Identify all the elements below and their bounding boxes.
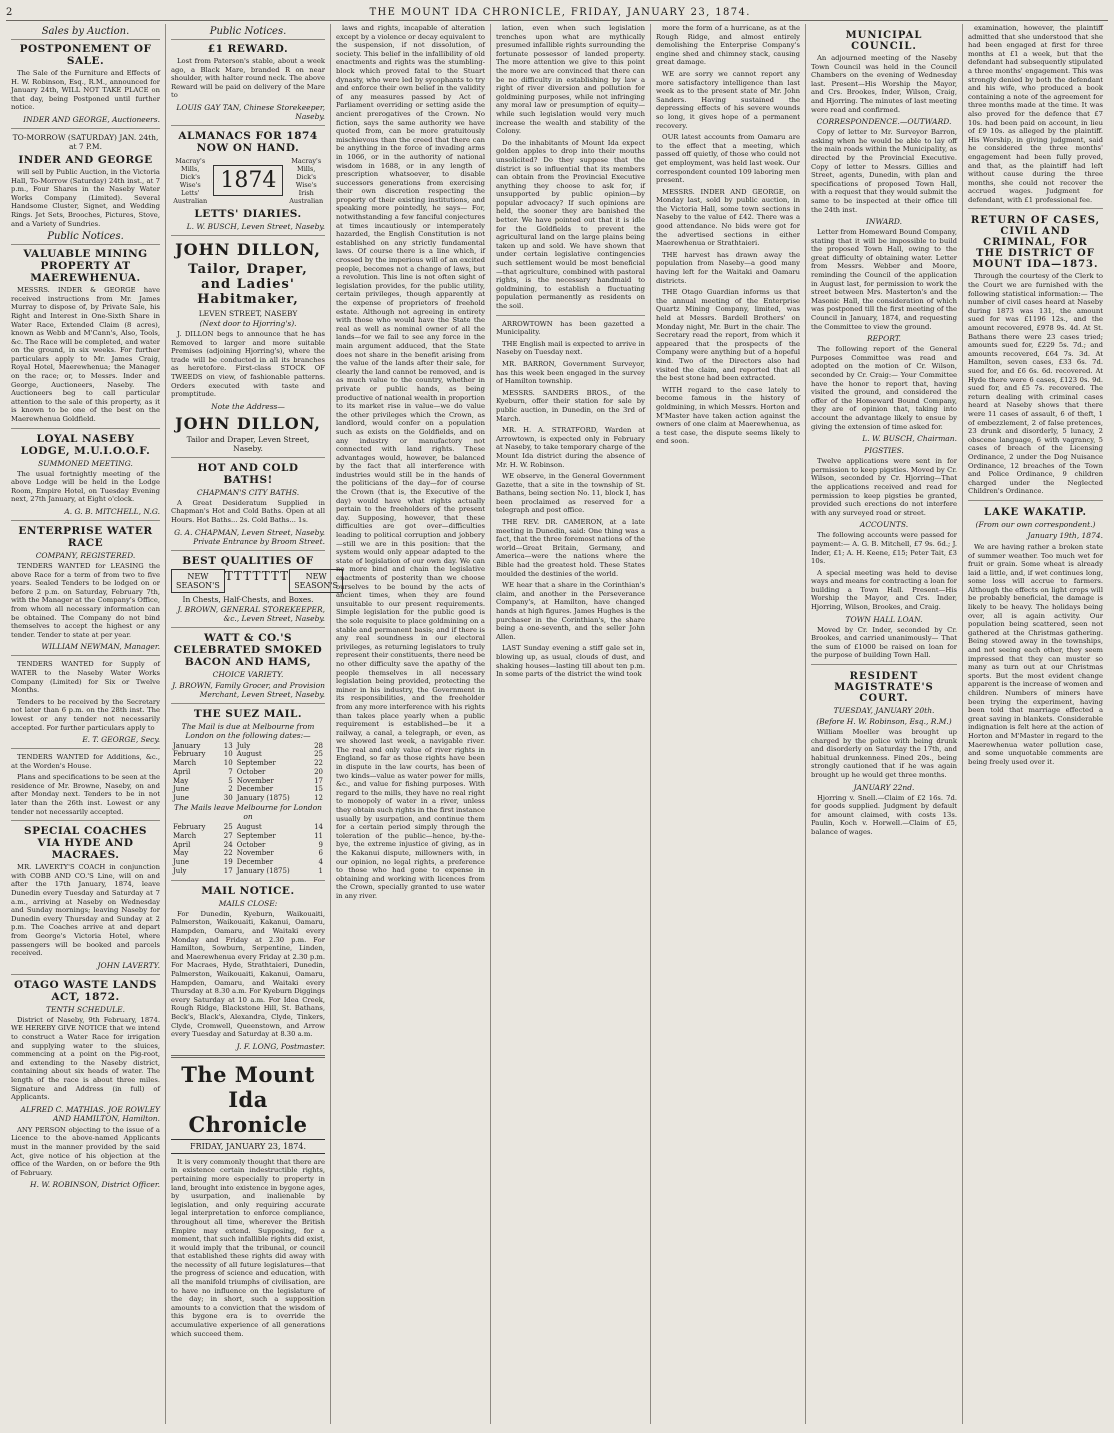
table-cell: 7 <box>228 767 233 776</box>
ad-text: District of Naseby, 9th February, 1874. WE HEREBY GIVE NOTICE that we intend to construct a Water Race for irrigation and supplying water to the sluices, commencing at a point on the Pig-root, and extending to the Naseby district, containing about six heads of water. The length of the race is about three miles. Signature and Address (in full) of Applicants. <box>11 1015 160 1102</box>
table-cell: 19 <box>223 858 233 867</box>
article-subheading: (Before H. W. Robinson, Esq., R.M.) <box>816 717 952 727</box>
article-heading: MUNICIPAL COUNCIL. <box>845 30 923 52</box>
table-cell: 24 <box>223 840 233 849</box>
news-brief: MESSRS. INDER AND GEORGE, on Monday last, sold by public auction, in the Victoria Hall, some town sections in Naseby to the value of £42. There was a good attendance. No bids were got for the advertised sections in either Maerewhenua or Strathtaieri. <box>656 187 800 248</box>
ad-text: MESSRS. INDER & GEORGE have received instructions from Mr. James Murray to dispose of, by Private Sale, his Right and Interest in One-Sixth Share in Water Race, Extended Claim (8 acres), known as Webb and M'Cann's, Also, Tools, &c. The Race will be completed, and water on the ground, in six weeks. For further particulars apply to Mr. James Craig, Royal Hotel, Maerewhenua; the Manager on the race; or, to Messrs. Inder and George, Auctioneers, Naseby. The Auctioneers beg to call particular attention to the sale of this property, as it is known to be one of the best on the Maerewhenua Goldfield. <box>11 286 160 424</box>
table-cell: June <box>173 794 189 803</box>
column-3 <box>331 24 491 1424</box>
ad-signature: J. F. LONG, Postmaster. <box>236 1041 325 1051</box>
table-cell: October <box>236 840 266 849</box>
news-brief: WE are sorry we cannot report any more satisfactory intelligence than last week as to the present state of Mr. John Sanders. Having sustained the depressing effects of his severe wounds so long, it gives hope of a permanent recovery. <box>656 69 800 130</box>
table-cell: 1 <box>318 867 323 876</box>
table-cell: January (1875) <box>236 867 290 876</box>
ad-title: VALUABLE MINING PROPERTY AT MAEREWHENUA. <box>23 248 148 285</box>
ad-subtitle: COMPANY, REGISTERED. <box>35 551 136 560</box>
table-cell: 10 <box>223 750 233 759</box>
news-brief: ARROWTOWN has been gazetted a Municipality. <box>496 319 645 337</box>
ad-title: JOHN DILLON, <box>175 413 321 433</box>
ad-subtitle: CHAPMAN'S CITY BATHS. <box>196 487 300 497</box>
ad-text: The usual fortnightly meeting of the above Lodge will be held in the Lodge Room, Empire Hotel, on Tuesday Evening next, 27th January, at Eight o'clock. <box>11 469 160 504</box>
column-5 <box>651 24 806 1424</box>
table-row <box>171 849 325 858</box>
table-cell: May <box>173 849 189 858</box>
ad-subtitle: MAILS CLOSE: <box>218 898 278 908</box>
ad-title: THE SUEZ MAIL. <box>193 707 303 720</box>
article-dateline: January 19th, 1874. <box>1027 530 1103 540</box>
table-cell: June <box>173 858 189 867</box>
news-brief: WE observe, in the General Government Gazette, that a site in the township of St. Bathans, being section No. 11, block I, has been proclaimed as reserved for a telegraph and post office. <box>496 472 645 515</box>
article-subheading: TOWN HALL LOAN. <box>845 614 923 624</box>
table-cell: 2 <box>228 785 233 794</box>
nameplate: The Mount Ida Chronicle <box>181 1061 315 1137</box>
table-cell: 9 <box>318 840 323 849</box>
table-row <box>171 742 325 751</box>
table-cell: August <box>236 823 262 832</box>
ad-title: OTAGO WASTE LANDS ACT, 1872. <box>14 978 157 1003</box>
page-header <box>6 4 1108 21</box>
article-text: We are having rather a broken state of summer weather. Too much wet for fruit or grain. Some wheat is already laid a little, and, if wet continues long, some loss will accrue to farmers. Although the effects on light crops will be probably beneficial, the damage is likely to be heavy. The holidays being over, all is again activity. Our population being scattered, seen not gathered at the Christmas gathering. Being stowed away in the townships, and not seeing each other, they seem impressed that they can muster so many as turn out at our Christmas sports. But the most evident change apparent is the increase of women and children. Numbers of miners have been trying the experiment, having been told that marriage effected a great saving in blankets. Considerable indignation is felt here at the action of Horton and M'Master in regard to the Maerewhenua water pollution case, and some unquotable comments are being freely used over it. <box>968 542 1103 766</box>
news-brief: more the form of a hurricane, as at the Rough Ridge, and almost entirely demolishing the Enterprise Company's engine shed and chimney stack, causing great damage. <box>656 24 800 67</box>
table-cell: April <box>173 840 191 849</box>
table-cell: January (1875) <box>236 794 290 803</box>
ad-signature: J. BROWN, Family Grocer, and Provision Merchant, Leven Street, Naseby. <box>172 680 325 699</box>
ad-text: will sell by Public Auction, in the Victoria Hall, To-Morrow (Saturday) 24th inst., at 7 p.m., Four Shares in the Naseby Water Works Company (Limited). Several Handsome Cluster, Signet, and Wedding Rings. Jet Sets, Brooches, Pictures, Stove, and a Variety of Sundries. <box>11 167 160 228</box>
table-cell: May <box>173 776 189 785</box>
article-text: The following accounts were passed for payment:— A. G. B. Mitchell, £7 9s. 6d.; J. Inder, £1; A. H. Keene, £15; Peter Tait, £3 10s. <box>811 531 957 566</box>
news-brief: LAST Sunday evening a stiff gale set in, blowing up, as usual, clouds of dust, and shaking houses—lasting till about ten p.m. In some parts of the district the wind took <box>496 644 645 679</box>
news-brief: THE English mail is expected to arrive in Naseby on Tuesday next. <box>496 339 645 357</box>
ad-signature: E. T. GEORGE, Secy. <box>82 735 160 745</box>
ad-signature: JOHN LAVERTY. <box>97 960 160 970</box>
ad-title: ENTERPRISE WATER RACE <box>18 525 153 549</box>
ad-note: Note the Address— <box>211 401 285 411</box>
article-text: examination, however, the plaintiff admitted that she understood that she had been engaged at first for three months at £1 a week, but that the defendant had subsequently stipulated a three months' engagement. This was strongly denied by both the defendant and his wife, who produced a book containing a note of the agreement for three months made at the time. It was also proved for the defence that £7 10s. had been paid on account, in lieu of £9 10s. as alleged by the plaintiff. His Worship, in giving judgment, said he considered the three months' engagement had been fully proved, and that, as the plaintiff had left without cause during the three months, she could not recover the accrued wages. Judgment for defendant, with £1 professional fee. <box>968 24 1103 204</box>
table-cell: December <box>236 785 274 794</box>
ad-signature: L. W. BUSCH, Leven Street, Naseby. <box>186 221 325 231</box>
ad-text: For Dunedin, Kyeburn, Waikouaiti, Palmerston, Waikouaiti, Kakanui, Oamaru, Hampden, Oamaru, and Waitaki every Monday and Friday at 2.30 p.m. For Hamilton, Sowburn, Serpentine, Linden, and Maerewhenua every Friday at 2.30 p.m. For Macraes, Hyde, Strathtaieri, Dunedin, Palmerston, Waikouaiti, Kakanui, Oamaru, Hampden, Oamaru, and Waitaki every Thursday at 8.30 a.m. For Kyeburn Diggings every Saturday at 10 a.m. For Idea Creek, Rough Ridge, Blackstone Hill, St. Bathans, Beck's, Black's, Alexandra, Clyde, Tinkers, Clyde, Cromwell, Queenstown, and Arrow every Tuesday and Saturday at 8.30 a.m. <box>171 909 325 1039</box>
section-heading: Sales by Auction. <box>11 26 160 40</box>
article-subheading: ACCOUNTS. <box>859 520 909 530</box>
ad-signature: G. A. CHAPMAN, Leven Street, Naseby. Private Entrance by Broom Street. <box>174 527 325 546</box>
ad-title: BEST QUALITIES OF <box>182 554 314 567</box>
table-cell: 25 <box>314 750 323 759</box>
page-number: 2 <box>6 6 13 18</box>
table-row <box>171 832 325 841</box>
ad-text: TENDERS WANTED for Supply of WATER to the Naseby Water Works Company (Limited) for Six or Twelve Months. <box>11 660 160 695</box>
ad-title: LETTS' DIARIES. <box>194 207 302 220</box>
ad-title: ALMANACS FOR 1874 NOW ON HAND. <box>178 129 318 154</box>
table-cell: 22 <box>223 849 233 858</box>
ad-text: TENDERS WANTED for LEASING the above Race for a term of from two to five years. Sealed Tenders to be lodged on or before 2 p.m. on Saturday, February 7th, with the Manager at the Company's Office, from whom all necessary information can be obtained. The Company do not bind themselves to accept the highest or any tender. Tender to state at per year. <box>11 562 160 639</box>
table-cell: July <box>173 867 187 876</box>
ad-text: A Great Desideratum Supplied in Chapman's Hot and Cold Baths. Open at all Hours. Hot Baths... 2s. Cold Baths... 1s. <box>171 498 325 524</box>
news-brief: WITH regard to the case lately to become famous in the history of goldmining, in which Messrs. Horton and M'Master have taken action against the owners of one claim at Maerewhenua, as a test case, the dispute seems likely to end soon. <box>656 385 800 446</box>
tea-advert-graphic: NEW SEASON'S TTTTTTT NEW SEASON'S <box>171 569 325 593</box>
ad-signature: J. BROWN, GENERAL STOREKEEPER, &c., Leven Street, Naseby. <box>177 604 325 623</box>
article-heading: RESIDENT MAGISTRATE'S COURT. <box>834 671 934 705</box>
table-cell: 4 <box>318 858 323 867</box>
article-text: Letter from Homeward Bound Company, stating that it will be impossible to build the proposed Town Hall, owing to the great difficulty of obtaining water. Letter from Messrs. Webber and Moore, reminding the Council of the application in August last, for permission to work the street between Mrs. Masterton's and the Masonic Hall, the consideration of which was postponed till the first meeting of the Council in January, 1874, and requesting the Committee to view the ground. <box>811 228 957 331</box>
ad-title: JOHN DILLON, <box>175 239 321 259</box>
table-cell: December <box>236 858 274 867</box>
table-cell: April <box>173 767 191 776</box>
table-cell: 17 <box>314 776 323 785</box>
table-cell: 28 <box>314 741 323 750</box>
ad-signature: ALFRED C. MATHIAS. JOE ROWLEY AND HAMILTON, Hamilton. <box>20 1104 160 1123</box>
table-cell: July <box>236 741 251 750</box>
ad-title: SPECIAL COACHES VIA HYDE AND MACRAES. <box>24 825 147 862</box>
ad-signature: LOUIS GAY TAN, Chinese Storekeeper, Naseby. <box>176 102 325 121</box>
article-text: Moved by Cr. Inder, seconded by Cr. Brookes, and carried unanimously— That the sum of £1000 be raised on loan for the purpose of building Town Hall. <box>811 625 957 660</box>
table-row <box>171 841 325 850</box>
ad-text: MR. LAVERTY'S COACH in conjunction with COBB AND CO.'S Line, will on and after the 17th January, 1874, leave Dunedin every Tuesday and Saturday at 7 a.m., arriving at Naseby on Wednesday and Sunday mornings; leaving Naseby for Dunedin every Thursday and Sunday at 2 p.m. The Coaches arrive at and depart from George's Victoria Hotel, where passengers will be booked and parcels received. <box>11 863 160 958</box>
ad-line: Tailor and Draper, Leven Street, Naseby. <box>186 434 310 453</box>
article-subheading: PIGSTIES. <box>864 446 904 456</box>
column-7 <box>963 24 1108 1424</box>
ad-signature: A. G. B. MITCHELL, N.G. <box>64 507 160 516</box>
ad-text: J. DILLON begs to announce that he has Removed to larger and more suitable Premises (adjoining Hjorring's), where the trade will be conducted in all its branches as heretofore. First-class STOCK OF TWEEDS on view, of fashionable patterns. Orders executed with taste and promptitude. <box>171 329 325 399</box>
article-text: The following report of the General Purposes Committee was read and adopted on the motion of Cr. Wilson, seconded by Cr. Craig:— Your Committee have the honor to report that, having visited the ground, and considered the offer of the Homeward Bound Company, they are of opinion that, taking into account the advantage likely to ensue by giving the extension of time asked for. <box>811 345 957 431</box>
article-text: Copy of letter to Mr. Surveyor Barron, asking when he would be able to lay off the main roads within the Municipality, as directed by the Provincial Executive. Copy of letter to Messrs. Gillies and Street, agents, Dunedin, with plan and specifications of proposed Town Hall, with a request that they would submit the same to be inspected at their office till the 24th inst. <box>811 128 957 214</box>
article-subheading: CORRESPONDENCE.—OUTWARD. <box>816 117 952 127</box>
table-row <box>171 794 325 803</box>
article-text: William Moeller was brought up charged by the police with being drunk and disorderly on Saturday the 17th, and habitual drunkenness. Fined 20s., being strongly cautioned that if he was again brought up he would get three months. <box>811 728 957 779</box>
table-row <box>171 823 325 832</box>
table-cell: 15 <box>314 785 323 794</box>
ad-line: LEVEN STREET, NASEBY <box>198 308 298 318</box>
table-row <box>171 759 325 768</box>
ad-line: TO-MORROW (SATURDAY) JAN. 24th, at 7 P.M. <box>12 132 159 151</box>
table-row <box>171 867 325 876</box>
table-cell: November <box>236 849 274 858</box>
table-cell: 17 <box>223 867 233 876</box>
ad-title: INDER AND GEORGE <box>18 153 153 166</box>
ad-subtitle: The Mails leave Melbourne for London on <box>174 803 322 822</box>
table-cell: February <box>173 823 206 832</box>
column-4 <box>491 24 651 1424</box>
table-cell: 25 <box>223 823 233 832</box>
ad-text: Tenders to be received by the Secretary not later than 6 p.m. on the 28th inst. The lowest or any tender not necessarily accepted. For further particulars apply to <box>11 697 160 732</box>
news-brief: WE hear that a share in the Corinthian's claim, and another in the Perseverance Company's, at Hamilton, have changed hands at high figures. James Hughes is the purchaser in the Corinthian's, the share being a one-seventh, and the seller John Allen. <box>496 581 645 641</box>
news-brief: THE REV. DR. CAMERON, at a late meeting in Dunedin, said: One thing was a fact, that the three foremost nations of the world—Great Britain, Germany, and America—were the nations where the Bible had the greatest hold. These States moulded the destinies of the world. <box>496 518 645 578</box>
ad-text: Plans and specifications to be seen at the residence of Mr. Browne, Naseby, on and after Monday next. Tenders to be in not later than the 26th inst. Lowest or any tender not necessarily accepted. <box>11 773 160 816</box>
ad-signature: WILLIAM NEWMAN, Manager. <box>41 642 160 652</box>
ad-subtitle: SUMMONED MEETING. <box>38 458 133 468</box>
table-cell: March <box>173 831 197 840</box>
table-row <box>171 777 325 786</box>
news-brief: MESSRS. SANDERS BROS., of the Kyeburn, offer their station for sale by public auction, in Dunedin, on the 3rd of March. <box>496 388 645 423</box>
ad-text: Lost from Paterson's stable, about a week ago, a Black Mare, branded R on near shoulder, with halter round neck. The above Reward will be paid on delivery of the Mare to <box>171 57 325 100</box>
ad-subtitle: Tailor, Draper, and Ladies' Habitmaker, <box>188 261 308 307</box>
article-heading: RETURN OF CASES, CIVIL AND CRIMINAL, FOR THE DISTRICT OF MOUNT IDA—1873. <box>970 215 1101 271</box>
column-1 <box>6 24 166 1424</box>
ad-subtitle: CHOICE VARIETY. <box>212 669 284 679</box>
editorial-text: laws and rights, incapable of alteration except by a violence or decay equivalent to the suspension, if not dissolution, of society. This belief in the infallibility of old enactments and rights was the stumbling-block which proved fatal to the Stuart dynasty, who were led by sycophants to try and enforce their own belief in the validity of any measures passed by Act of Parliament overriding or setting aside the ancient prerogatives of the Crown. No fiction, says the same authority we have quoted from, can be more gratuitously mischievous than the creed that there can be anything in the force of invading arms in 1066, or in the authority of national wisdom in 1688, or in any length of prescription whatsoever, to disable successors generations from exercising their own discretion respecting the property of their existing institutions, and speaking more pointedly, he says— For, notwithstanding a few fanciful conjectures at times incautiously or intemperately hazarded, the English Constitution is not established on any strictly fundamental laws. Of course there is a line which, if crossed by the imperious will of an excited people, becomes not a change of laws, but a revolution. This line is not often sight of legislation provides, for the public utility, certain privileges, though apparently at the expense of proprietors of freehold estate. Although not agreeing in entirety with those who would have the State the real as well as nominal owner of all the lands—for we fail to see any force in the main argument adduced, that the State does not share in the benefit arising from the value of the lands after their sale, for clearly the land cannot be removed, and is as much value to the country, whether in private or public hands, as being productive of national wealth in proportion to its market rise in value—we do value the other privileges which the Crown, as landlord, would confer on a population such as exists on the Goldfields, and on any industry or manufactory not connected with land rights. These advantages would, however, be balanced by the fact that all interference with industries would still be in the hands of the politicians of the day—for of course the Crown (that is, the Executive of the day) would have what rights actually pertain to the freeholders of the present day. Supposing, however, that these difficulties are got over—difficulties leading to political corruption and jobbery—still we are in this position: that the system would only appear adapted to the state of legislation of our own day. We can no more bind and chain the legislative enactments of posterity than we choose ourselves to be bound by the acts of ancient times, when they are found unsuitable to our present requirements. Simple legislation for the public good is the sole requisite to place goldmining on a stable and permanent basis; and if there is any real soundness in our electoral privileges, as returning legislators to truly represent their constituents, there need be no other difficulty save the apathy of the people themselves in all necessary legislation being provided, protecting the miner in his industry, the Government in its responsibilities, and the freeholder from any more interference with his rights than takes place yearly when a public requirement is established—be it a railway, a canal, a telegraph, or even, as we showed last week, a navigable river. The real and only value of river rights in England, so far as those rights have been in dispute in the law courts, has been of two kinds—value as water power for mills, &c., and value for fishing purposes. With regard to the mills, they have no real right to monopoly of water in a river, unless they obtain such rights in the first instance usually by usurpation, and continue them for a certain period simply through the toleration of the public—hence, by-the-bye, the extreme injustice of giving, as in the Kakanui dispute, millowners with, in our opinion, no legal rights, a preference to those who had gone to expense in obtaining and working with licences from the Crown, specially granted to use water in any river. <box>336 24 486 900</box>
ad-text: The Sale of the Furniture and Effects of H. W. Robinson, Esq., R.M., announced for January 24th, WILL NOT TAKE PLACE on that day, being Postponed until further notice. <box>11 69 160 112</box>
article-subheading: REPORT. <box>866 334 902 344</box>
table-cell: 27 <box>223 831 233 840</box>
table-cell: 13 <box>223 741 233 750</box>
article-text: Twelve applications were sent in for permission to keep pigsties. Moved by Cr. Wilson, seconded by Cr. Hjorring—That the applications received and read for permission to keep pigsties be granted, provided such erections do not interfere with any surveyed road or street. <box>811 457 957 517</box>
table-cell: January <box>173 741 201 750</box>
table-cell: 12 <box>314 794 323 803</box>
ad-text: ANY PERSON objecting to the issue of a Licence to the above-named Applicants must in the manner provided by the said Act, give notice of his objection at the office of the Warden, on or before the 9th of February. <box>11 1125 160 1177</box>
table-cell: 11 <box>314 831 323 840</box>
table-cell: 14 <box>314 823 323 832</box>
article-subheading: TUESDAY, JANUARY 20th. <box>833 706 935 716</box>
ad-title: HOT AND COLD BATHS! <box>197 461 299 486</box>
editorial-text: lation, even when such legislation trenches upon what are mythically presumed infallible rights surrounding the fortunate possessor of landed property. The more attention we give to this point the more we are convinced that there can be no difficulty in establishing by law a right of river diversion and pollution for goldmining purposes, while not infringing any moral law or presumption of equity—while such legislation would very much increase the wealth and stability of the Colony. <box>496 24 645 136</box>
article-text: Through the courtesy of the Clerk to the Court we are furnished with the following statistical information:— The number of civil cases heard at Naseby during 1873 was 131, the amount sued for was £1196 12s., and the amount recovered, £978 9s. 4d. At St. Bathans there were 23 cases tried; amounts sued for, £229 5s. 7d.; and amounts recovered, £64 7s. 3d. At Hamilton, seven cases, £33 6s. 7d. sued for, and £6 6s. 6d. recovered. At Hyde there were 6 cases, £123 0s. 9d. sued for, and £5 7s. recovered. The return dealing with criminal cases heard at Naseby shows that there were 11 cases of assault, 6 of theft, 1 of embezzlement, 2 of false pretences, 23 drunk and disorderly, 5 lunacy, 2 obscene language, 6 with vagrancy, 5 cases of breach of the Licensing Ordinance, 2 under the Dog Nuisance Ordinance, 12 breaches of the Town and Police Ordinance, 9 children charged under the Neglected Children's Ordinance. <box>968 272 1103 496</box>
table-cell: September <box>236 759 276 768</box>
news-brief: OUR latest accounts from Oamaru are to the effect that a meeting, which passed off quietly, of those who could not get employment, was held last week. Our correspondent counted 109 laboring men present. <box>656 133 800 185</box>
ad-title: £1 REWARD. <box>207 43 289 55</box>
article-subheading: (From our own correspondent.) <box>975 519 1096 529</box>
news-brief: THE Otago Guardian informs us that the annual meeting of the Enterprise Quartz Mining Company, limited, was held at Messrs. Bardell Brothers' on Monday night, Mr. Burt in the chair. The Secretary read the report, from which it appeared that the prospects of the Company were anything but of a hopeful kind. Two of the Directors also had visited the claim, and reported that all the best stone had been extracted. <box>656 288 800 383</box>
article-subheading: JANUARY 22nd. <box>853 782 915 792</box>
table-cell: 5 <box>228 776 233 785</box>
mail-schedule-arrivals <box>171 742 325 804</box>
ad-subtitle: TENTH SCHEDULE. <box>45 1004 126 1014</box>
table-cell: 10 <box>223 759 233 768</box>
editorial-text: It is very commonly thought that there are in existence certain indestructible rights, pertaining more especially to property in land, brought into existence in bygone ages, by usurpation, and inalienable by legislation, and only requiring accurate legal interpretation to enforce compliance, throughout all time, wherever the British Empire may extend. Supposing, for a moment, that such infallible rights did exist, it would imply that the tribunal, or council that established these rights did away with the necessity of all future legislatures—that the progress of science and education, with all the manifold triumphs of civilisation, are to have no influence on the legislature of the day; in short, such a supposition amounts to a conviction that the wisdom of this bygone era is to override the accumulative experience of all generations which succeed them. <box>171 1157 325 1338</box>
table-cell: June <box>173 785 189 794</box>
section-heading: Public Notices. <box>11 231 160 245</box>
table-cell: 30 <box>223 794 233 803</box>
ad-title: MAIL NOTICE. <box>201 884 295 897</box>
table-cell: October <box>236 767 266 776</box>
ad-signature: INDER AND GEORGE, Auctioneers. <box>23 114 160 124</box>
ad-signature: H. W. ROBINSON, District Officer. <box>30 1180 160 1190</box>
table-cell: February <box>173 750 206 759</box>
table-cell: November <box>236 776 274 785</box>
table-cell: 22 <box>314 759 323 768</box>
news-brief: MR. H. A. STRATFORD, Warden at Arrowtown, is expected only in February at Naseby, to take temporary charge of the Mount Ida district during the absence of Mr. H. W. Robinson. <box>496 426 645 469</box>
column-2 <box>166 24 339 1424</box>
table-row <box>171 750 325 759</box>
editorial-text: Do the inhabitants of Mount Ida expect golden apples to drop into their mouths unsolicited? Do they suppose that the district is so influential that its members can obtain from the Provincial Executive anything they choose to ask for, if unsupported by public opinion—by popular advocacy? If such opinions are held, the sooner they are banished the better. We have pointed out that it is idle for the Goldfields to prevent the agricultural land on the large plains being taken up and sold. We have shown that under certain legislative contingencies such settlement would be most beneficial—that agriculture, combined with pastoral rights, is the necessary handmaid to goldmining, to establish a fluctuating population permanently as residents on the soil. <box>496 138 645 310</box>
dateline: FRIDAY, JANUARY 23, 1874. <box>171 1139 325 1154</box>
article-text: Hjorring v. Snell.—Claim of £2 16s. 7d. for goods supplied. Judgment by default for amount claimed, with costs 13s. Paulin, Koch v. Horwell.—Claim of £5, balance of wages. <box>811 793 957 836</box>
column-6 <box>806 24 963 1424</box>
table-row <box>171 785 325 794</box>
ad-title: WATT & CO.'S CELEBRATED SMOKED BACON AND HAMS, <box>173 631 323 668</box>
ad-text: TENDERS WANTED for Additions, &c., at the Worden's House. <box>11 753 160 770</box>
table-cell: 20 <box>314 767 323 776</box>
article-signature: L. W. BUSCH, Chairman. <box>862 434 957 444</box>
table-cell: August <box>236 750 262 759</box>
ad-note: (Next door to Hjorring's). <box>199 318 297 328</box>
table-row <box>171 768 325 777</box>
table-cell: March <box>173 759 197 768</box>
mail-schedule-departures <box>171 823 325 876</box>
running-title: THE MOUNT IDA CHRONICLE, FRIDAY, JANUARY 23, 1874. <box>369 6 751 18</box>
ad-title: LOYAL NASEBY LODGE, M.U.I.O.O.F. <box>20 432 151 457</box>
news-brief: MR. BARRON, Government Surveyor, has this week been engaged in the survey of Hamilton township. <box>496 359 645 386</box>
section-heading: Public Notices. <box>171 26 325 40</box>
news-brief: THE harvest has drawn away the population from Naseby—a good many having left for the Waitaki and Oamaru districts. <box>656 250 800 285</box>
ad-subtitle: The Mail is due at Melbourne from London on the following dates:— <box>181 721 315 740</box>
almanac-logo: Macray's Mills, Dick's Wise's Letts' Australian 1874 Macray's Mills, Dick's Wise's Irish Australian <box>173 156 324 205</box>
table-row <box>171 858 325 867</box>
ad-line: In Chests, Half-Chests, and Boxes. <box>182 594 314 604</box>
article-subheading: INWARD. <box>865 217 903 227</box>
table-cell: 6 <box>318 849 323 858</box>
article-text: A special meeting was held to devise ways and means for contracting a loan for building a Town Hall. Present—His Worship the Mayor, and Crs. Inder, Hjorring, Wilson, Brookes, and Craig. <box>811 568 957 612</box>
table-cell: September <box>236 831 276 840</box>
ad-title: POSTPONEMENT OF SALE. <box>19 43 152 67</box>
article-text: An adjourned meeting of the Naseby Town Council was held in the Council Chambers on the evening of Wednesday last. Present—His Worship the Mayor, and Crs. Brookes, Inder, Wilson, Craig, and Hjorring. The minutes of last meeting were read and confirmed. <box>811 54 957 114</box>
article-heading: LAKE WAKATIP. <box>984 506 1087 518</box>
